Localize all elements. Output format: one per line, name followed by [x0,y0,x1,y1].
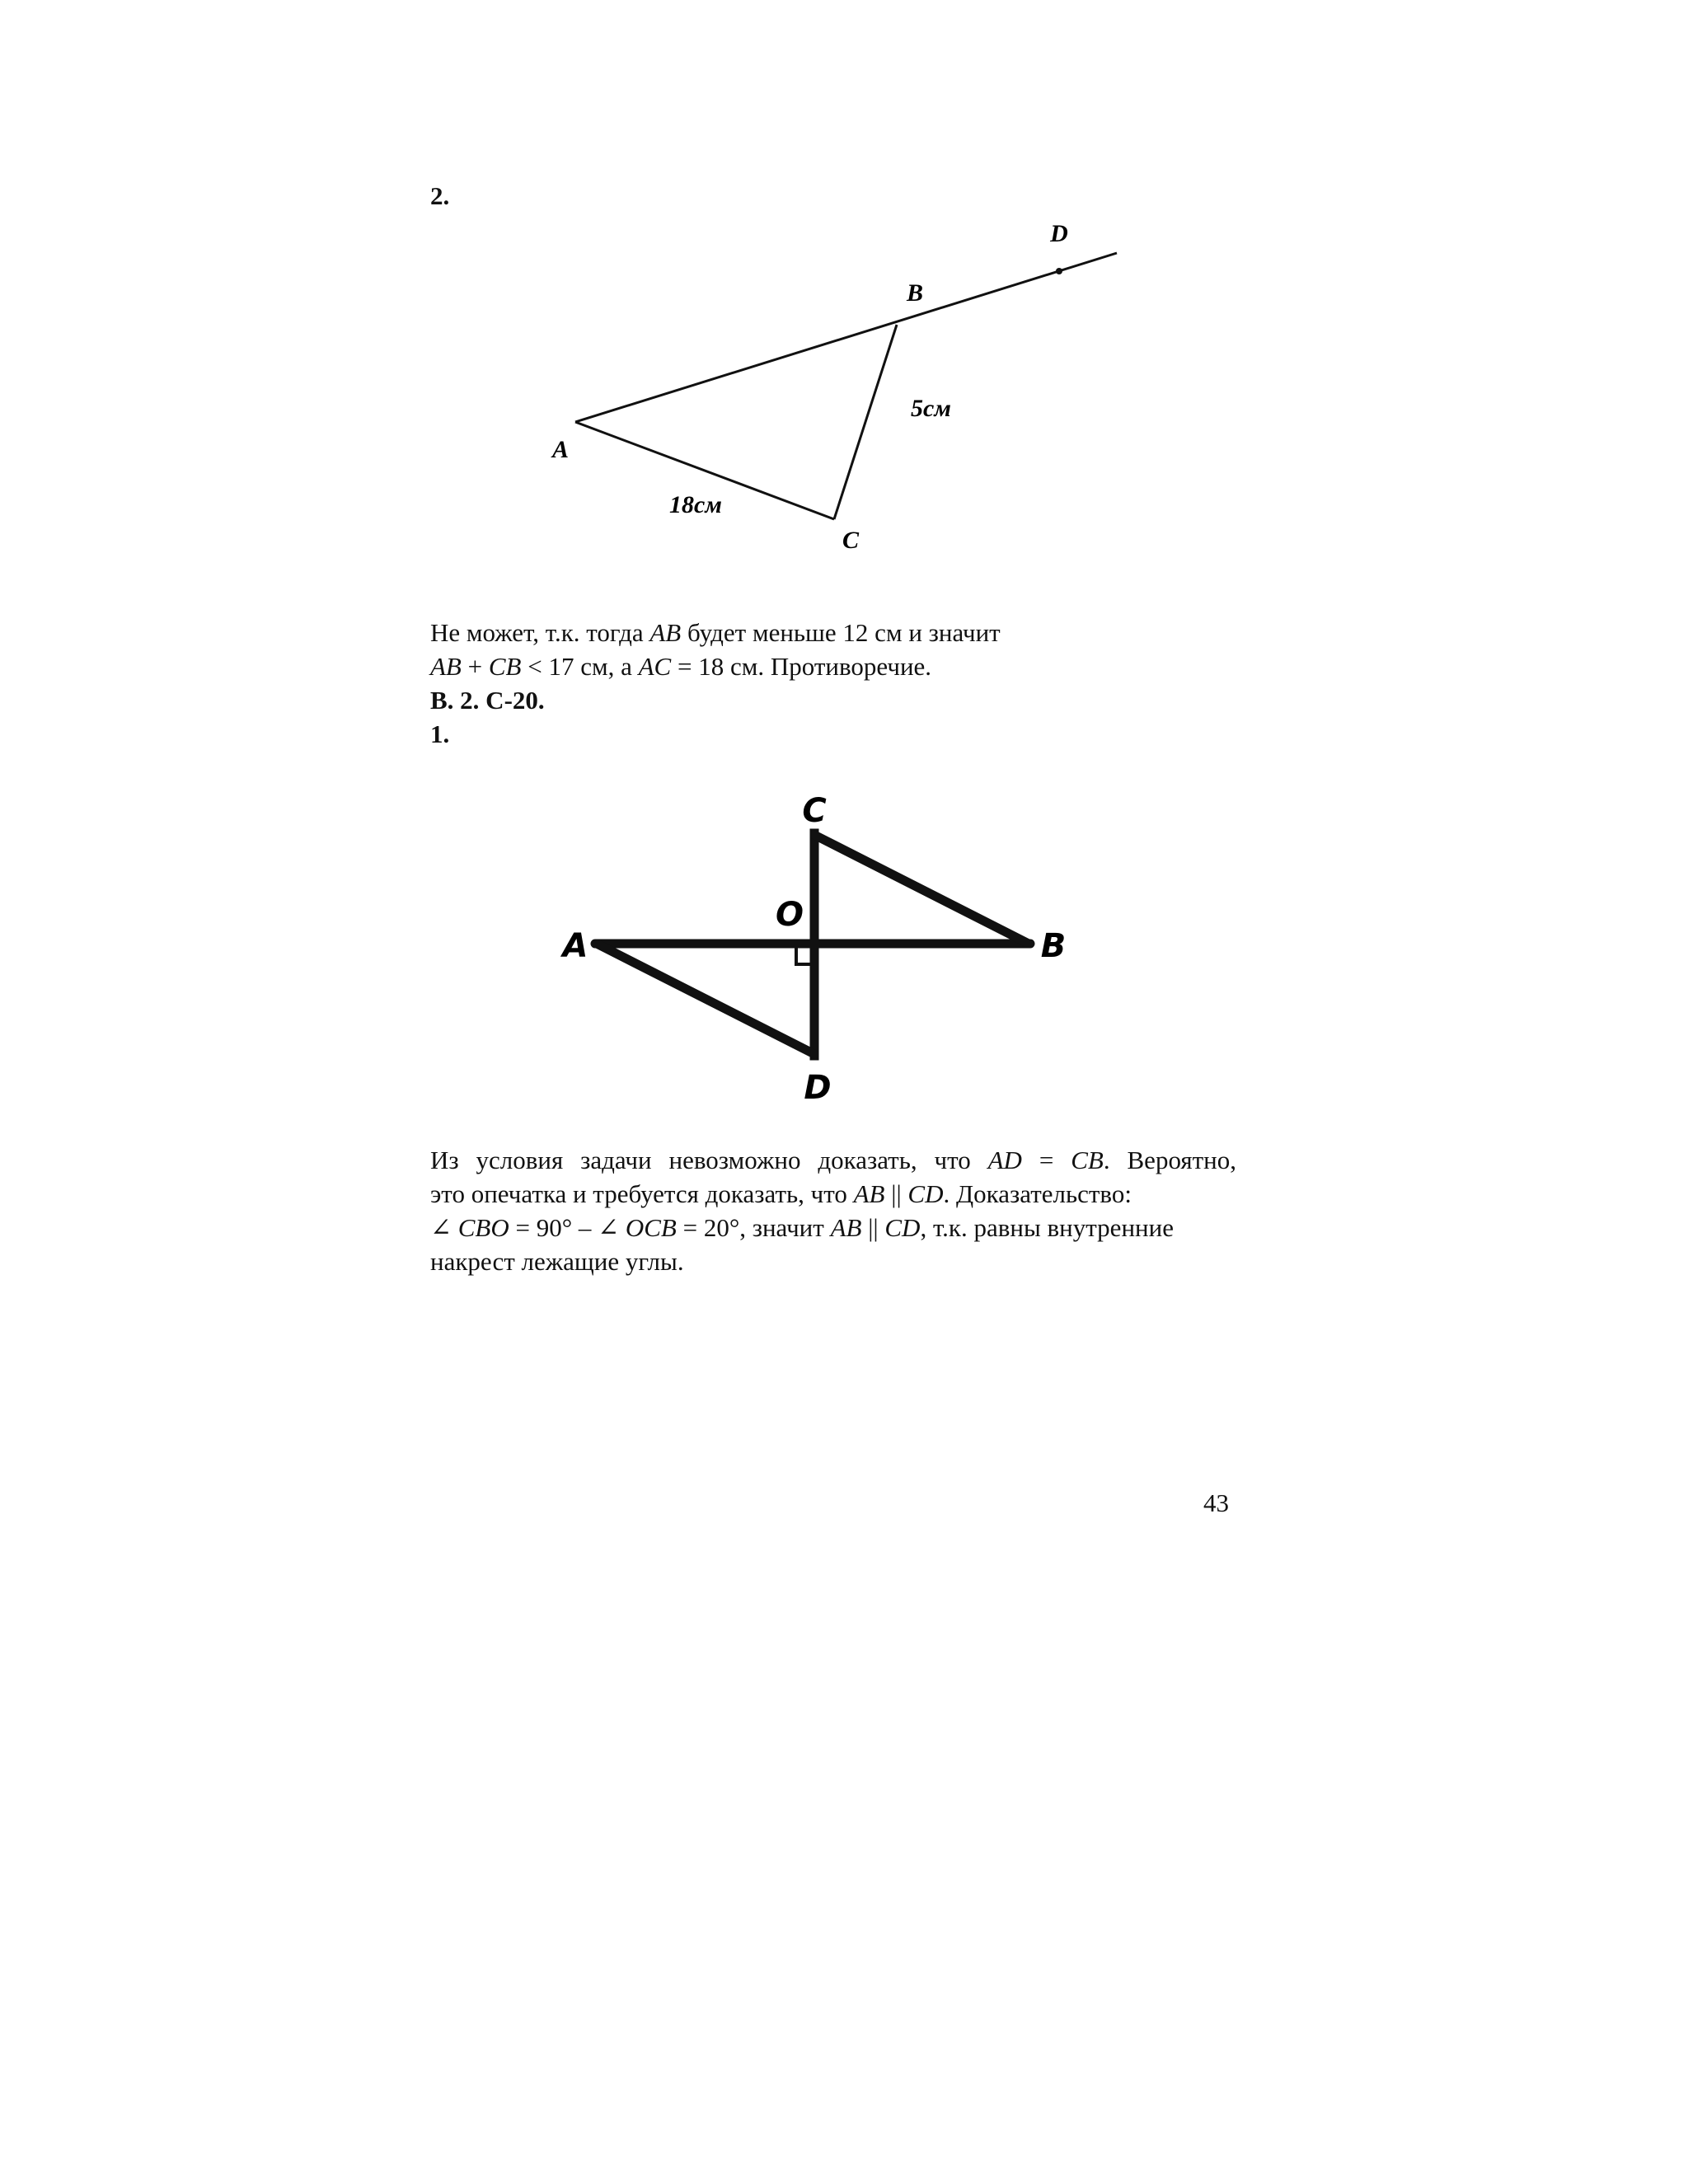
answer-text-1-line-2: AB + CB < 17 см, а AC = 18 см. Противоречие. [430,652,932,681]
label-length-ac: 18см [669,491,722,518]
label-a: A [551,436,570,463]
line-ad [575,253,1117,422]
answer-text-1 [430,616,1001,751]
answer-text-2-line-1: Из условия задачи невозможно доказать, что AD = CB. Вероятно, [430,1146,1236,1174]
figure-crossing-triangles [552,779,1096,1125]
label-o: O [775,896,804,934]
segment-cb [814,835,1029,944]
label-d: D [1050,220,1068,247]
segment-ad [597,944,814,1054]
label-a: A [562,927,588,965]
section-number-2: 1. [430,719,450,748]
segment-cb [834,325,897,519]
answer-text-2-line-2: это опечатка и требуется доказать, что AB || CD. Доказательство: [430,1179,1132,1208]
label-length-bc: 5см [911,395,951,422]
answer-text-1-line-1: Не может, т.к. тогда AB будет меньше 12 см и значит [430,618,1001,647]
answer-text-2-line-3: ∠ CBO = 90° – ∠ OCB = 20°, значит AB || CD, т.к. равны внутренние [430,1213,1174,1242]
label-c: C [842,527,860,554]
label-b: B [906,279,924,307]
point-d [1056,268,1062,274]
right-angle-marker [796,948,811,964]
label-b: B [1040,927,1067,965]
label-d: D [804,1069,832,1107]
answer-text-2-line-4: накрест лежащие углы. [430,1247,684,1276]
section-heading: В. 2. С-20. [430,686,545,715]
label-c: C [802,792,827,830]
section-number: 2. [430,181,450,210]
figure-triangle-abc [528,206,1154,569]
answer-text-2 [430,1143,1236,1278]
page-number: 43 [1203,1488,1229,1517]
